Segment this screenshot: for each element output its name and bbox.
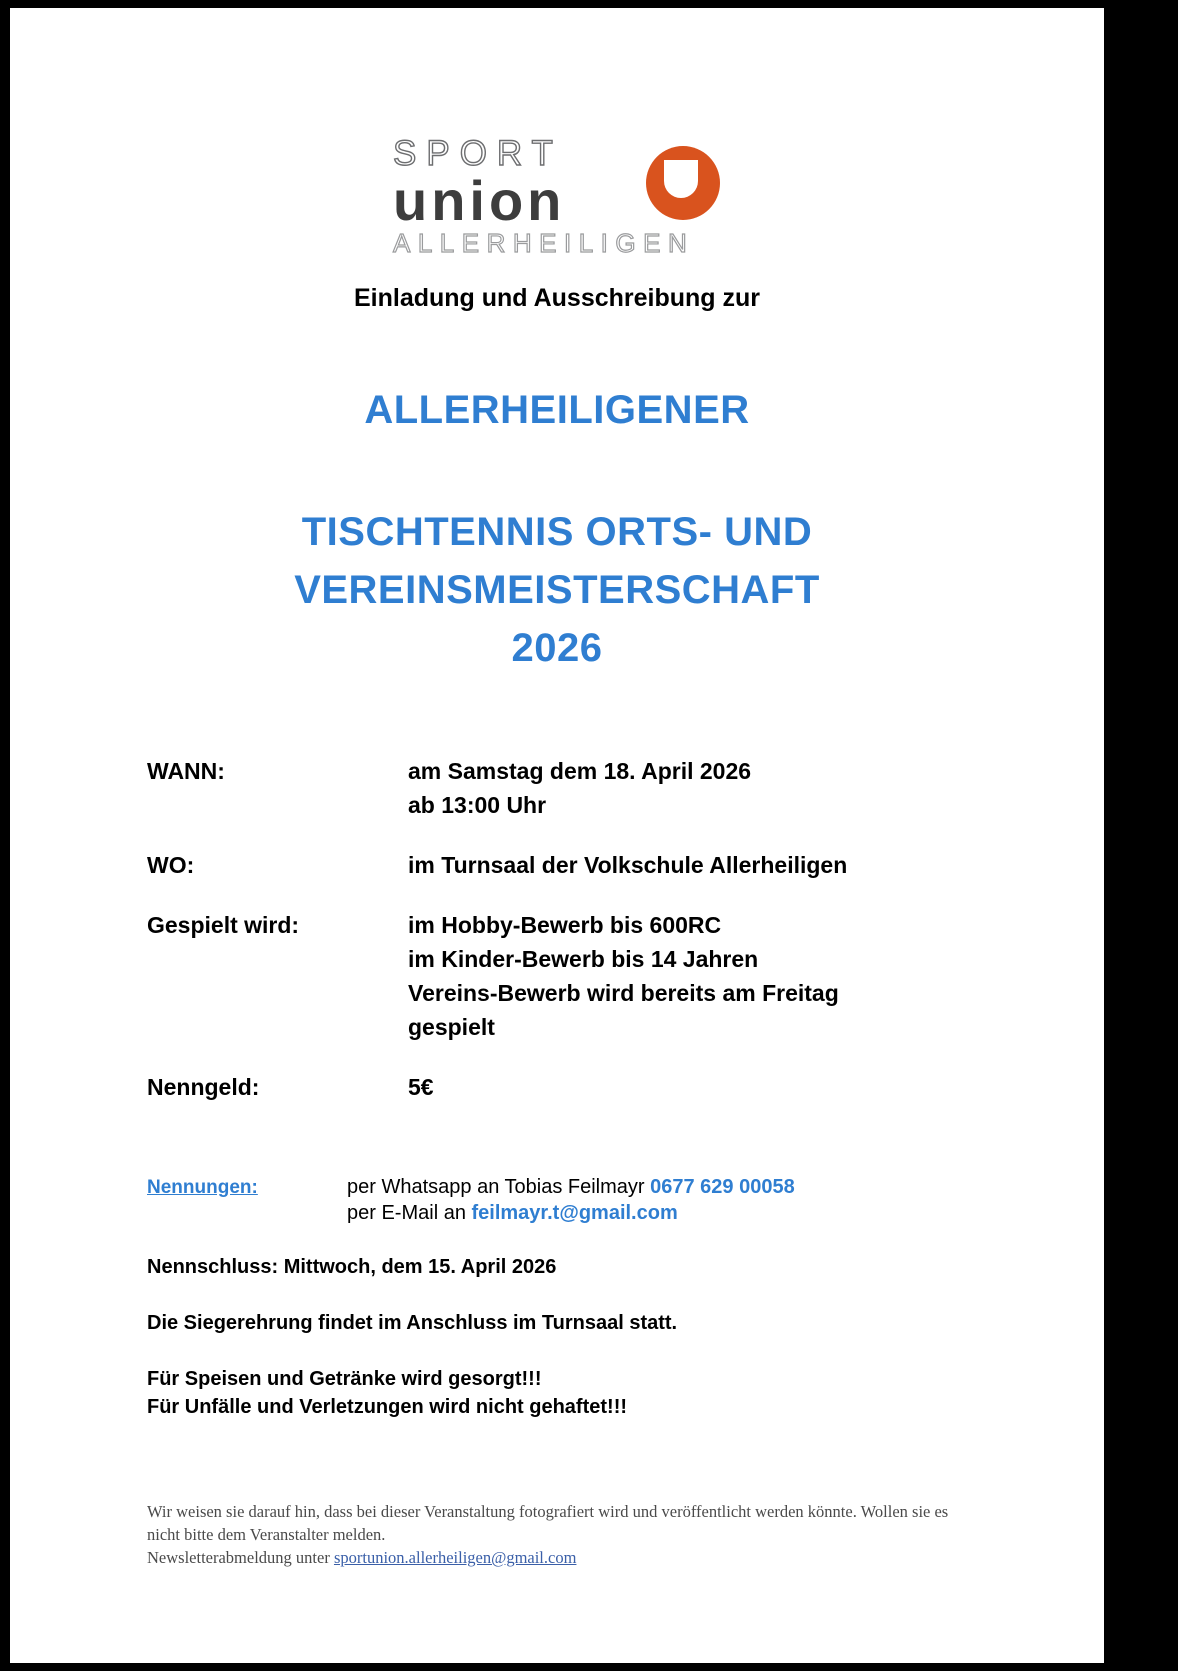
page-title-line1: ALLERHEILIGENER [364,388,750,432]
notes-block [147,1253,1047,1421]
registration-label: Nennungen: [147,1177,258,1198]
footer-newsletter-email[interactable]: sportunion.allerheiligen@gmail.com [333,1548,577,1567]
union-u-icon [646,146,720,220]
page-title-block [10,503,1104,677]
detail-value: ab 13:00 Uhr [408,792,547,818]
detail-value: im Turnsaal der Volkschule Allerheiligen [408,852,848,878]
footer-line-3 [147,1546,987,1569]
detail-row-gespielt-wird [147,908,1047,1044]
flyer-page [10,8,1104,1663]
registration-email-text: per E-Mail an [347,1202,472,1224]
page-title-line3: VEREINSMEISTERSCHAFT [294,568,820,612]
logo-text-union: union [393,169,566,232]
registration-email-line [347,1200,795,1226]
detail-label: WANN: [147,758,225,784]
registration-contacts [347,1174,795,1226]
detail-value: im Kinder-Bewerb bis 14 Jahren [408,946,759,972]
page-title-line2: TISCHTENNIS ORTS- UND [301,510,813,554]
detail-value: am Samstag dem 18. April 2026 [408,758,752,784]
detail-value: 5€ [408,1074,434,1100]
footer-line-2: nicht bitte dem Veranstalter melden. [147,1525,386,1544]
union-u-notch [664,160,698,198]
registration-email[interactable]: feilmayr.t@gmail.com [471,1202,678,1224]
note-catering: Für Speisen und Getränke wird gesorgt!!! [147,1368,542,1390]
page-title-line4: 2026 [511,626,603,670]
sportunion-logo [392,130,722,265]
event-details [147,754,1047,1130]
footer-disclaimer [147,1500,987,1569]
detail-row-wo [147,848,1047,882]
logo-text-allerheiligen: ALLERHEILIGEN [393,228,695,258]
note-ceremony: Die Siegerehrung findet im Anschluss im Turnsaal statt. [147,1312,678,1334]
registration-whatsapp-line [347,1174,795,1200]
footer-newsletter-text: Newsletterabmeldung unter [147,1548,334,1567]
detail-value: im Hobby-Bewerb bis 600RC [408,912,722,938]
detail-label: Nenngeld: [147,1074,260,1100]
detail-value-group [408,908,839,1044]
detail-value: gespielt [408,1014,495,1040]
detail-value-group [408,848,847,882]
detail-label: WO: [147,852,195,878]
detail-value-group [408,1070,434,1104]
detail-row-nenngeld [147,1070,1047,1104]
detail-row-wann [147,754,1047,822]
subheading: Einladung und Ausschreibung zur [353,284,761,312]
detail-value: Vereins-Bewerb wird bereits am Freitag [408,980,839,1006]
registration-whatsapp-text: per Whatsapp an Tobias Feilmayr [347,1176,651,1198]
detail-value-group [408,754,751,822]
registration-phone[interactable]: 0677 629 00058 [650,1176,795,1198]
logo-block [10,130,1104,270]
logo-text-sport: SPORT [393,134,563,173]
registration-block [147,1174,1047,1226]
footer-line-1: Wir weisen sie darauf hin, dass bei dieser Veranstaltung fotografiert wird und veröffentlicht werden könnte. Wollen sie es [147,1502,949,1521]
detail-label: Gespielt wird: [147,912,300,938]
note-liability: Für Unfälle und Verletzungen wird nicht gehaftet!!! [147,1396,628,1418]
note-deadline: Nennschluss: Mittwoch, dem 15. April 2026 [147,1256,557,1278]
